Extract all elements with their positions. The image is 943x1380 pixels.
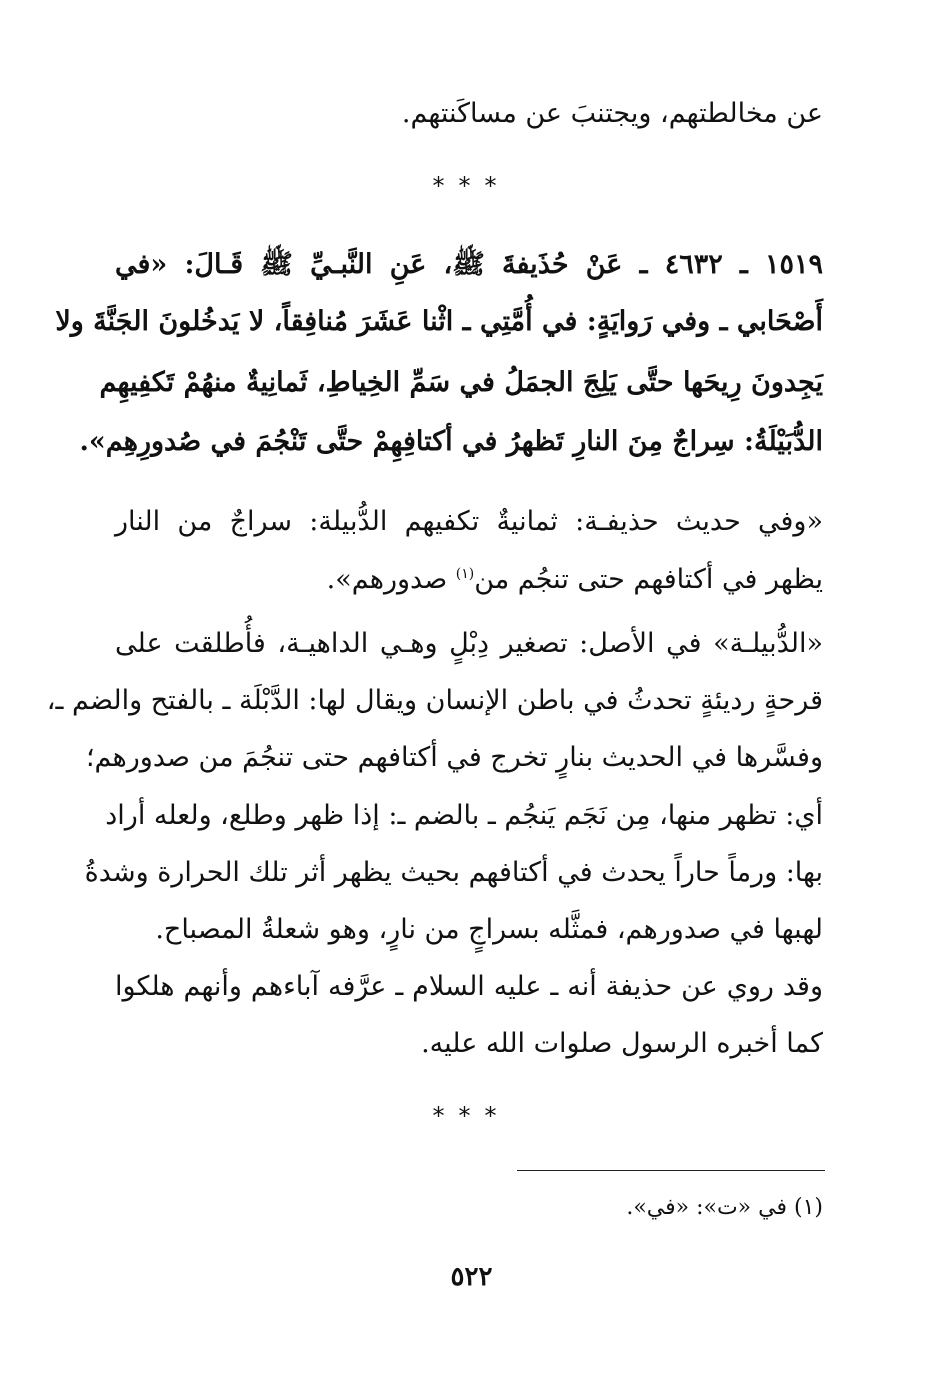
- hadith-line-4: الدُّبَيْلَةُ: سِراجٌ مِنَ النارِ تَظهرُ في أكتافِهِمْ حتَّى تَنْجُمَ في صُدورِهِم».: [79, 426, 823, 457]
- paragraph-2-line-1: «الدُّبيلـة» في الأصل: تصغير دِبْلٍ وهـي الداهيـة، فأُطلقت على: [115, 628, 823, 659]
- paragraph-2-line-6: لهبها في صدورهم، فمثَّله بسراجٍ من نارٍ، وهو شعلةُ المصباح.: [155, 914, 823, 945]
- footnote-rule: [517, 1170, 825, 1171]
- paragraph-3-line-2: كما أخبره الرسول صلوات الله عليه.: [421, 1028, 823, 1059]
- separator-bottom: ***: [432, 1102, 511, 1130]
- paragraph-2-line-4: أي: تظهر منها، مِن نَجَم يَنجُم ـ بالضم ـ: إذا ظهر وطلع، ولعله أراد: [105, 800, 823, 831]
- footnote-ref: (١): [455, 566, 475, 582]
- paragraph-3-line-1: وقد روي عن حذيفة أنه ـ عليه السلام ـ عرَّفه آباءهم وأنهم هلكوا: [115, 971, 823, 1002]
- paragraph-1-line-2-start: يظهر في أكتافهم حتى تنجُم من: [474, 564, 823, 595]
- paragraph-2-line-3: وفسَّرها في الحديث بنارٍ تخرج في أكتافهم حتى تنجُمَ من صدورهم؛: [85, 742, 823, 773]
- page-number: ٥٢٢: [450, 1262, 493, 1292]
- hadith-line-1: ١٥١٩ ـ ٤٦٣٢ ـ عَنْ حُذَيفةَ ﷺ، عَنِ النَّبـيِّ ﷺ قَـالَ: «في: [115, 249, 823, 280]
- paragraph-1-line-2-end: صدورهم».: [326, 564, 456, 595]
- paragraph-1-line-2: [115, 566, 823, 593]
- paragraph-2-line-2: قرحةٍ رديئةٍ تحدثُ في باطن الإنسان ويقال لها: الدَّبْلَة ـ بالفتح والضم ـ،: [46, 685, 823, 716]
- paragraph-1-line-1: «وفي حديث حذيفـة: ثمانيةٌ تكفيهم الدُّبيلة: سراجٌ من النار: [115, 506, 823, 537]
- paragraph-2-line-5: بها: ورماً حاراً يحدث في أكتافهم بحيث يظهر أثر تلك الحرارة وشدةُ: [84, 857, 823, 888]
- hadith-line-2: أَصْحَابي ـ وفي رَوايَةٍ: في أُمَّتِي ـ اثْنا عَشَرَ مُنافِقاً، لا يَدخُلونَ الجَنَّةَ ولا: [55, 306, 823, 337]
- footnote: (١) في «ت»: «في».: [626, 1195, 823, 1220]
- separator-top: ***: [432, 172, 511, 200]
- intro-line: عن مخالطتهم، ويجتنبَ عن مساكَنتهم.: [401, 98, 823, 129]
- hadith-line-3: يَجِدونَ رِيحَها حتَّى يَلِجَ الجمَلُ في سَمِّ الخِياطِ، ثَمانِيةٌ منهُمْ تَكفِيهِم: [99, 367, 823, 398]
